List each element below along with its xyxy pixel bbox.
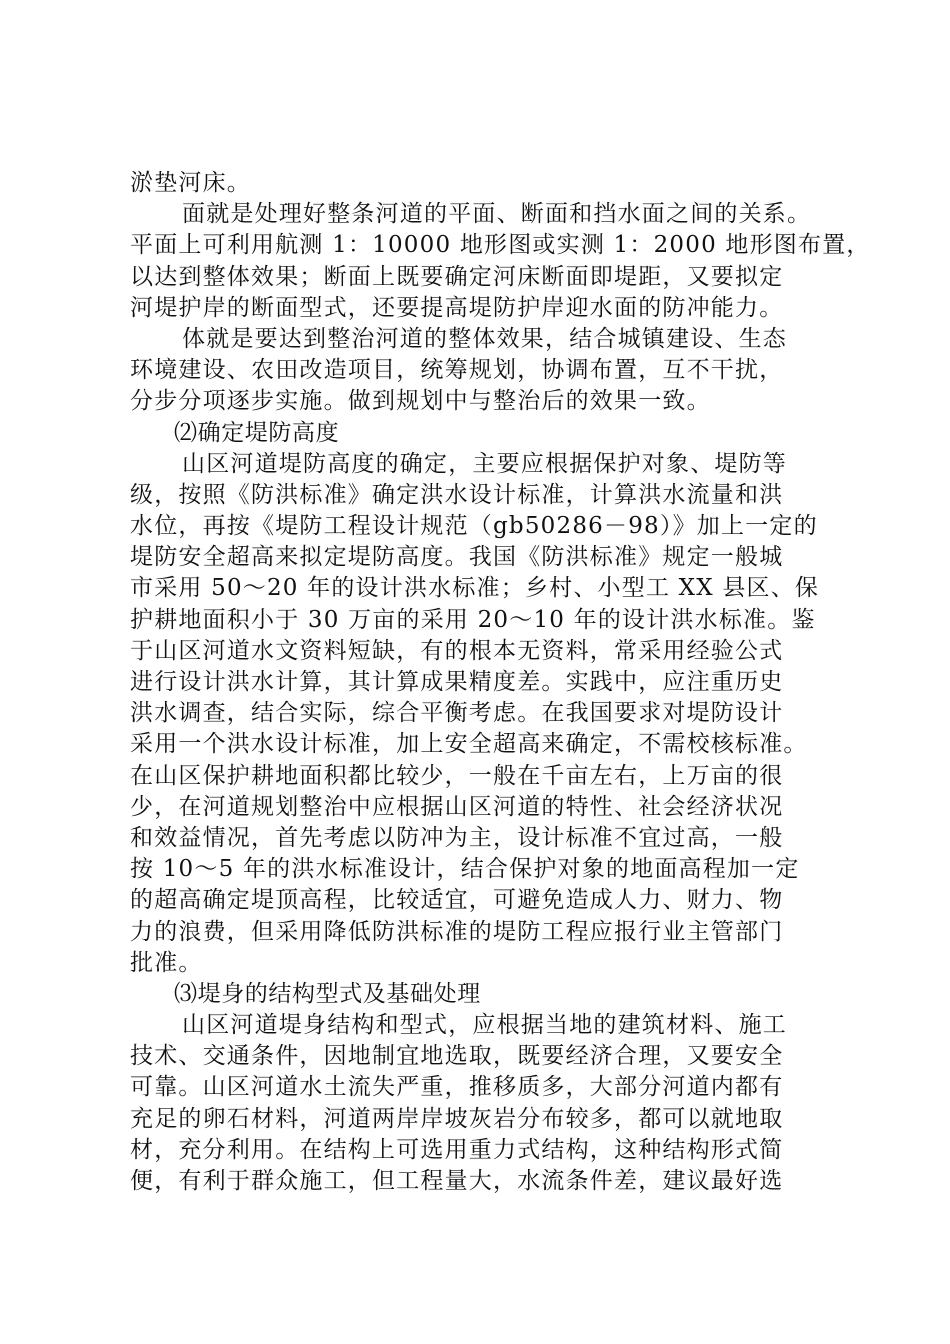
- text-line: 堤防安全超高来拟定堤防高度。我国《防洪标准》规定一般城: [130, 544, 784, 571]
- text-line: 分步分项逐步实施。做到规划中与整治后的效果一致。: [130, 388, 711, 415]
- text-line: 采用一个洪水设计标准，加上安全超高来确定，不需校核标准。: [130, 731, 808, 758]
- text-line: 河堤护岸的断面型式，还要提高堤防护岸迎水面的防冲能力。: [130, 294, 784, 321]
- text-line: 山区河道堤身结构和型式，应根据当地的建筑材料、施工: [182, 1012, 787, 1039]
- section-heading: ⑶堤身的结构型式及基础处理: [174, 980, 481, 1007]
- text-line: 少，在河道规划整治中应根据山区河道的特性、社会经济状况: [130, 793, 784, 820]
- text-line: 环境建设、农田改造项目，统筹规划，协调布置，互不干扰，: [130, 357, 784, 384]
- text-line: 护耕地面积小于 30 万亩的采用 20～10 年的设计洪水标准。鉴: [130, 606, 816, 633]
- text-line: 平面上可利用航测 1：10000 地形图或实测 1：2000 地形图布置，: [130, 232, 871, 259]
- text-line: 按 10～5 年的洪水标准设计，结合保护对象的地面高程加一定: [130, 856, 800, 883]
- text-line: 力的浪费，但采用降低防洪标准的堤防工程应报行业主管部门: [130, 918, 784, 945]
- text-line: 可靠。山区河道水土流失严重，推移质多，大部分河道内都有: [130, 1074, 784, 1101]
- text-line: 便，有利于群众施工，但工程量大，水流条件差，建议最好选: [130, 1168, 784, 1194]
- text-line: 山区河道堤防高度的确定，主要应根据保护对象、堤防等: [182, 450, 787, 477]
- document-body: [130, 168, 871, 1197]
- text-line: 水位，再按《堤防工程设计规范（gb50286－98）》加上一定的: [130, 513, 818, 540]
- text-line: 级，按照《防洪标准》确定洪水设计标准，计算洪水流量和洪: [130, 481, 784, 508]
- text-line: 于山区河道水文资料短缺，有的根本无资料，常采用经验公式: [130, 637, 784, 664]
- text-line: 的超高确定堤顶高程，比较适宜，可避免造成人力、财力、物: [130, 887, 784, 914]
- text-line: 体就是要达到整治河道的整体效果，结合城镇建设、生态: [182, 325, 787, 352]
- text-line: 以达到整体效果；断面上既要确定河床断面即堤距，又要拟定: [130, 263, 784, 290]
- text-line: 面就是处理好整条河道的平面、断面和挡水面之间的关系。: [182, 201, 812, 228]
- text-line: 充足的卵石材料，河道两岸岸坡灰岩分布较多，都可以就地取: [130, 1105, 784, 1132]
- text-line: 批准。: [130, 949, 203, 976]
- section-heading: ⑵确定堤防高度: [174, 419, 340, 446]
- text-line: 材，充分利用。在结构上可选用重力式结构，这种结构形式简: [130, 1136, 784, 1163]
- text-line: 技术、交通条件，因地制宜地选取，既要经济合理，又要安全: [130, 1043, 784, 1070]
- text-line: 进行设计洪水计算，其计算成果精度差。实践中，应注重历史: [130, 669, 784, 695]
- text-line: 淤垫河床。: [130, 170, 251, 196]
- text-line: 在山区保护耕地面积都比较少，一般在千亩左右，上万亩的很: [130, 762, 784, 789]
- text-line: 洪水调查，结合实际，综合平衡考虑。在我国要求对堤防设计: [130, 700, 784, 727]
- text-line: 市采用 50～20 年的设计洪水标准；乡村、小型工 XX 县区、保: [130, 575, 820, 602]
- text-line: 和效益情况，首先考虑以防冲为主，设计标准不宜过高，一般: [130, 824, 784, 851]
